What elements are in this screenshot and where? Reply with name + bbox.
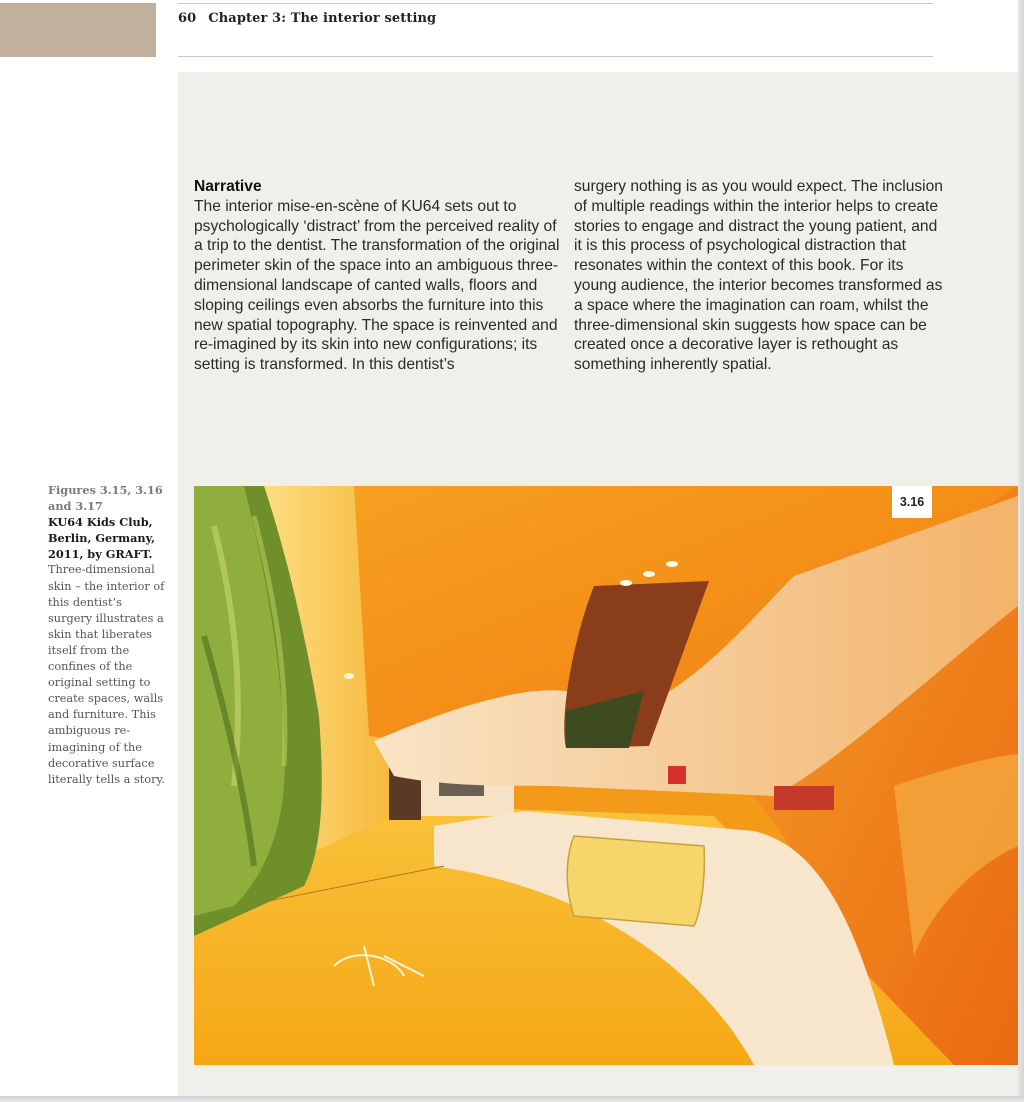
chapter-title: Chapter 3: The interior setting [208, 11, 437, 26]
figure-caption [48, 482, 166, 788]
section-heading: Narrative [194, 178, 262, 195]
body-text-column-2: surgery nothing is as you would expect. The inclusion of multiple readings within the interior helps to create stories to engage and distract the young patient, and it is this process of psychological distraction that resonates within the context of this book. For its young audience, the interior becomes transformed as a space where the imagination can roam, whilst the three-dimensional skin suggests how space can be created once a decorative layer is rethought as something inherently spatial. [574, 178, 943, 374]
header-rule-bottom [178, 56, 933, 57]
caption-body: Three-dimensional skin – the interior of this dentist’s surgery illustrates a skin that liberates itself from the confines of the original setting to create spaces, walls and furniture. This ambiguous re-imagining of the decorative surface literally tells a story. [48, 563, 165, 786]
page-number: 60 [178, 11, 197, 26]
caption-title: KU64 Kids Club, Berlin, Germany, 2011, by GRAFT. [48, 515, 156, 562]
figure-photo [194, 486, 1018, 1065]
header-rule-top [178, 3, 933, 4]
page-edge-right [1018, 0, 1024, 1098]
chapter-tab [0, 3, 156, 57]
figure-number-label: 3.16 [892, 486, 932, 518]
text-column-right [574, 177, 944, 375]
running-head [178, 11, 436, 26]
page-edge-bottom [0, 1096, 1024, 1102]
body-text-column-1: The interior mise-en-scène of KU64 sets out to psychologically ‘distract’ from the perceived reality of a trip to the dentist. The transformation of the original perimeter skin of the space into an ambiguous three-dimensional landscape of canted walls, floors and sloping ceilings even absorbs the furniture into this new spatial topography. The space is reinvented and re-imagined by its skin into new configurations; its setting is transformed. In this dentist’s [194, 197, 560, 374]
text-column-left [194, 177, 564, 375]
interior-photo-illustration [194, 486, 1018, 1065]
caption-figure-numbers: Figures 3.15, 3.16 and 3.17 [48, 483, 163, 514]
